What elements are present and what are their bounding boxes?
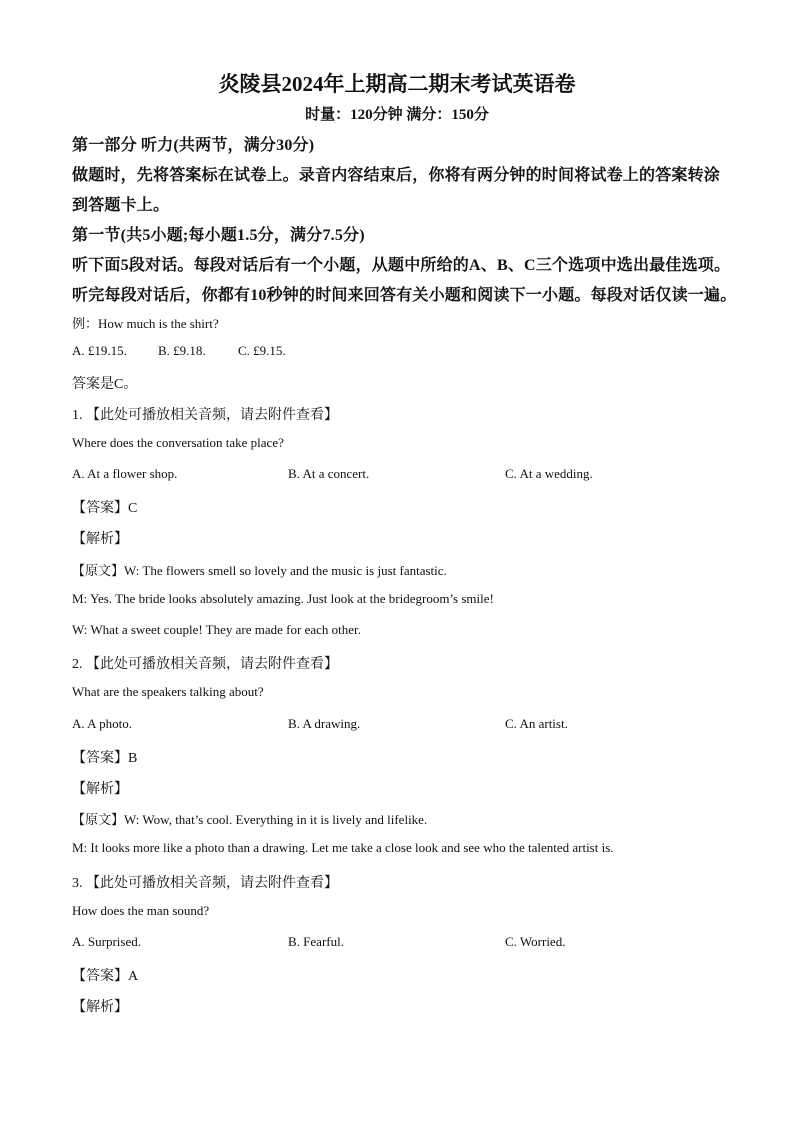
question-text: What are the speakers talking about? (72, 684, 264, 699)
instruction-line: 听完每段对话后，你都有10秒钟的时间来回答有关小题和阅读下一小题。每段对话仅读一遍。 (72, 287, 737, 304)
question-text: How does the man sound? (72, 903, 210, 918)
part-heading: 第一部分 听力(共两节，满分30分) (72, 137, 315, 154)
example-option-a: A. £19.15. (72, 343, 127, 358)
question-header: 3. 【此处可播放相关音频，请去附件查看】 (72, 876, 338, 891)
option-a: A. Surprised. (72, 934, 141, 949)
answer-label: 【答案】B (72, 751, 138, 766)
instruction-line: 做题时，先将答案标在试卷上。录音内容结束后，你将有两分钟的时间将试卷上的答案转涂 (72, 167, 721, 184)
example-answer: 答案是C。 (72, 377, 138, 392)
option-a: A. At a flower shop. (72, 466, 178, 481)
question-text: Where does the conversation take place? (72, 435, 284, 450)
option-b: B. Fearful. (288, 934, 344, 949)
option-a: A. A photo. (72, 716, 132, 731)
transcript-line: 【原文】W: Wow, that’s cool. Everything in it is lively and lifelike. (72, 812, 428, 827)
document-title: 炎陵县2024年上期高二期末考试英语卷 (218, 72, 576, 96)
instruction-line: 听下面5段对话。每段对话后有一个小题，从题中所给的A、B、C三个选项中选出最佳选项。 (72, 257, 731, 274)
transcript-line: M: Yes. The bride looks absolutely amazing. Just look at the bridegroom’s smile! (72, 591, 494, 606)
option-c: C. At a wedding. (505, 466, 593, 481)
option-c: C. An artist. (505, 716, 568, 731)
option-c: C. Worried. (505, 934, 566, 949)
transcript-line: W: What a sweet couple! They are made for each other. (72, 622, 361, 637)
option-b: B. At a concert. (288, 466, 370, 481)
answer-label: 【答案】A (72, 969, 139, 984)
example-question: 例：How much is the shirt? (72, 316, 219, 331)
transcript-line: M: It looks more like a photo than a drawing. Let me take a close look and see who the talented artist is. (72, 840, 614, 855)
example-option-c: C. £9.15. (238, 343, 286, 358)
example-option-b: B. £9.18. (158, 343, 206, 358)
analysis-label: 【解析】 (72, 532, 128, 547)
transcript-line: 【原文】W: The flowers smell so lovely and the music is just fantastic. (72, 563, 447, 578)
analysis-label: 【解析】 (72, 1000, 128, 1015)
instruction-line: 到答题卡上。 (72, 197, 170, 214)
option-b: B. A drawing. (288, 716, 361, 731)
time-and-score: 时量：120分钟 满分：150分 (305, 107, 489, 123)
section-heading: 第一节(共5小题;每小题1.5分，满分7.5分) (72, 227, 365, 244)
analysis-label: 【解析】 (72, 782, 128, 797)
question-header: 1. 【此处可播放相关音频，请去附件查看】 (72, 408, 338, 423)
answer-label: 【答案】C (72, 501, 138, 516)
question-header: 2. 【此处可播放相关音频，请去附件查看】 (72, 657, 338, 672)
